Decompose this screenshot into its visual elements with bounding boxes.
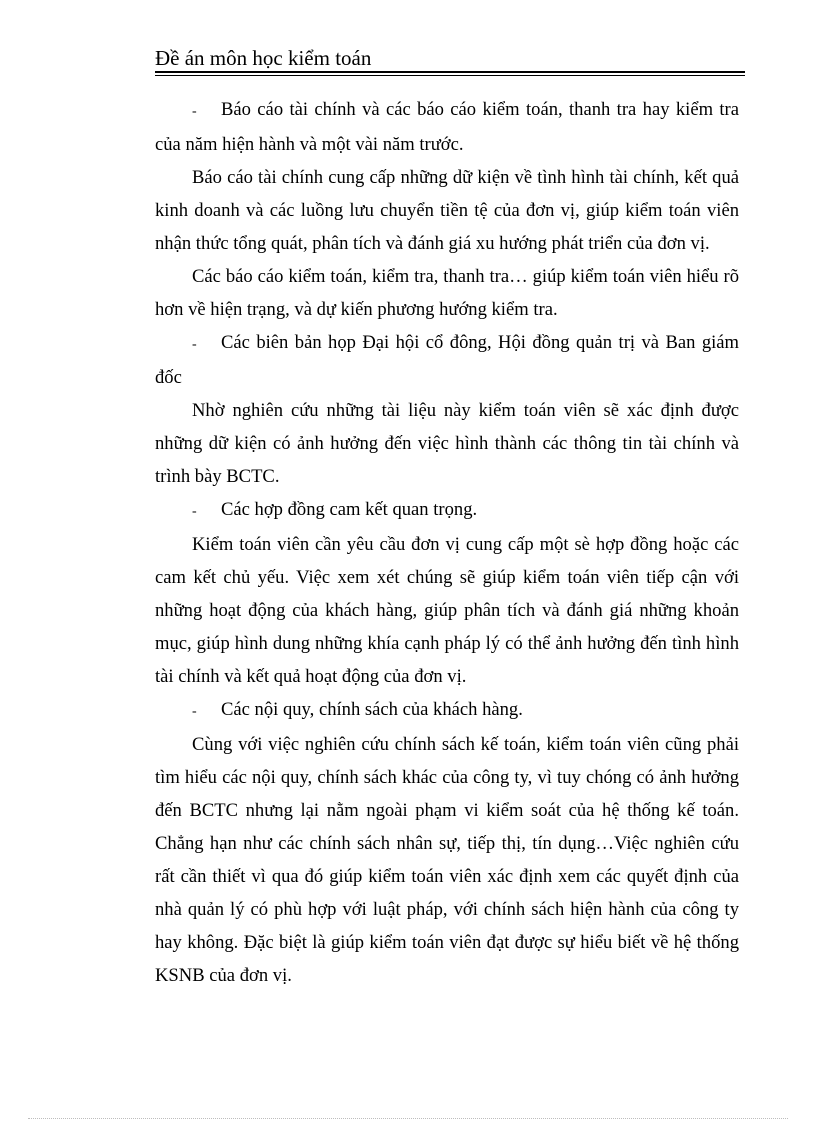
page-bottom-border — [28, 1118, 788, 1119]
bullet-marker: - — [192, 704, 197, 719]
header-title: Đề án môn học kiểm toán — [155, 46, 372, 70]
paragraph: Cùng với việc nghiên cứu chính sách kế toán, kiểm toán viên cũng phải tìm hiểu các nội quy, chính sách khác của công ty, vì tuy chóng có ảnh hưởng đến BCTC nhưng lại nằm ngoài phạm vi kiểm soát của hệ thống kế toán. Chẳng hạn như các chính sách nhân sự, tiếp thị, tín dụng…Việc nghiên cứu rất cần thiết vì qua đó giúp kiểm toán viên xác định xem các quyết định của nhà quản lý có phù hợp với luật pháp, với chính sách hiện hành của công ty hay không. Đặc biệt là giúp kiểm toán viên đạt được sự hiểu biết về hệ thống KSNB của đơn vị. — [155, 734, 739, 986]
bullet-marker: - — [192, 104, 197, 119]
bullet-item — [155, 93, 739, 161]
bullet-item — [155, 693, 739, 728]
bullet-text: Báo cáo tài chính và các báo cáo kiểm toán, thanh tra hay kiểm tra của năm hiện hành và một vài năm trước. — [155, 99, 739, 155]
bullet-item — [155, 493, 739, 528]
page-header — [155, 44, 745, 73]
bullet-marker: - — [192, 504, 197, 519]
bullet-text: Các biên bản họp Đại hội cổ đông, Hội đồng quản trị và Ban giám đốc — [155, 332, 739, 388]
document-body — [155, 93, 739, 992]
paragraph: Báo cáo tài chính cung cấp những dữ kiện về tình hình tài chính, kết quả kinh doanh và các luồng lưu chuyển tiền tệ của đơn vị, giúp kiểm toán viên nhận thức tổng quát, phân tích và đánh giá xu hướng phát triển của đơn vị. — [155, 167, 739, 254]
bullet-text: Các hợp đồng cam kết quan trọng. — [221, 499, 478, 520]
bullet-marker: - — [192, 337, 197, 352]
bullet-text: Các nội quy, chính sách của khách hàng. — [221, 699, 523, 720]
header-rule-thin — [155, 75, 745, 76]
paragraph: Kiểm toán viên cần yêu cầu đơn vị cung cấp một sè hợp đồng hoặc các cam kết chủ yếu. Việc xem xét chúng sẽ giúp kiểm toán viên tiếp cận với những hoạt động của khách hàng, giúp phân tích và đánh giá những khoản mục, giúp hình dung những khía cạnh pháp lý có thể ảnh hưởng đến tình hình tài chính và kết quả hoạt động của đơn vị. — [155, 534, 739, 687]
header-rule-thick — [155, 71, 745, 73]
paragraph: Nhờ nghiên cứu những tài liệu này kiểm toán viên sẽ xác định được những dữ kiện có ảnh hưởng đến việc hình thành các thông tin tài chính và trình bày BCTC. — [155, 400, 739, 487]
bullet-item — [155, 326, 739, 394]
paragraph: Các báo cáo kiểm toán, kiểm tra, thanh tra… giúp kiểm toán viên hiểu rõ hơn về hiện trạng, và dự kiến phương hướng kiểm tra. — [155, 266, 739, 320]
